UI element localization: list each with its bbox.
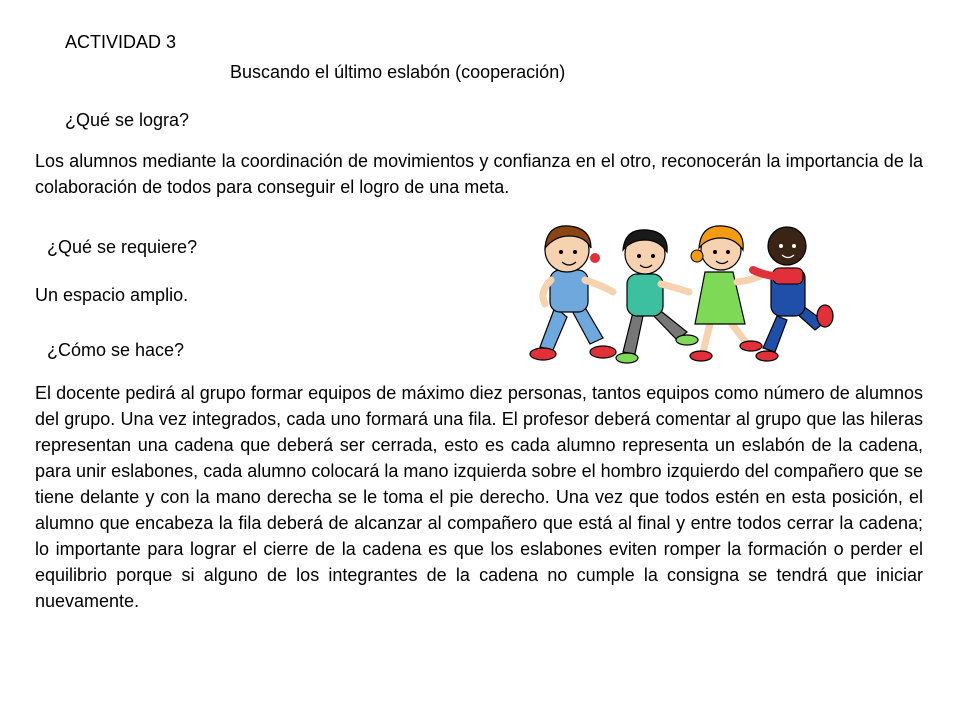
question-procedure: ¿Cómo se hace? — [47, 340, 185, 360]
activity-title: Buscando el último eslabón (cooperación) — [230, 62, 566, 82]
child-3-figure — [690, 226, 765, 361]
children-chain-illustration — [515, 212, 835, 372]
question-requirements: ¿Qué se requiere? — [47, 237, 198, 257]
child-2-figure — [616, 230, 698, 363]
question-achievement: ¿Qué se logra? — [65, 110, 190, 130]
activity-label: ACTIVIDAD 3 — [65, 32, 177, 52]
child-1-figure — [530, 226, 616, 360]
answer-requirements: Un espacio amplio. — [35, 285, 189, 305]
answer-achievement: Los alumnos mediante la coordinación de movimientos y confianza en el otro, reconocerán la importancia de la colaboración de todos para conseguir el logro de una meta. — [35, 151, 923, 197]
answer-procedure: El docente pedirá al grupo formar equipos de máximo diez personas, tantos equipos como número de alumnos del grupo. Una vez integrados, cada uno formará una fila. El profesor deberá comentar al grupo que las hileras representan una cadena que deberá ser cerrada, esto es cada alumno representa un eslabón de la cadena, para unir eslabones, cada alumno colocará la mano izquierda sobre el hombro izquierdo del compañero que se tiene delante y con la mano derecha se le toma el pie derecho. Una vez que todos estén en esta posición, el alumno que encabeza la fila deberá de alcanzar al compañero que está al final y entre todos cerrar la cadena; lo importante para lograr el cierre de la cadena es que los eslabones eviten romper la formación o perder el equilibrio porque si alguno de los integrantes de la cadena no cumple la consigna se tendrá que iniciar nuevamente. — [35, 383, 923, 611]
child-4-figure — [753, 227, 833, 361]
